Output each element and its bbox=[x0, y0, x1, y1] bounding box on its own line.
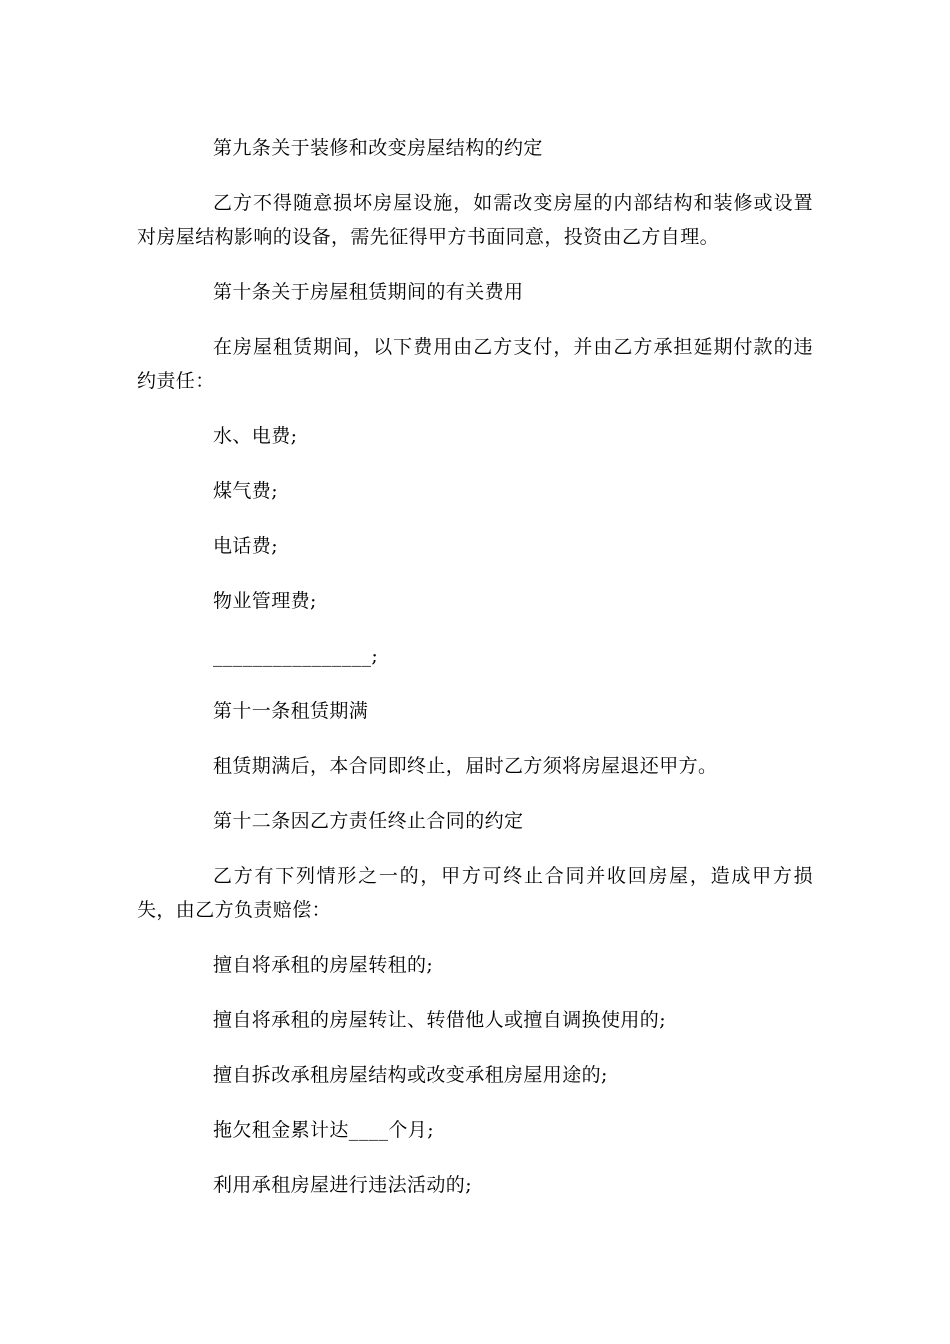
breach-item-illegal-activity: 利用承租房屋进行违法活动的; bbox=[213, 1174, 473, 1196]
fee-item-property-management: 物业管理费; bbox=[213, 590, 317, 612]
breach-item-transfer: 擅自将承租的房屋转让、转借他人或擅自调换使用的; bbox=[213, 1009, 667, 1031]
fee-item-gas: 煤气费; bbox=[213, 480, 279, 502]
article-11-heading: 第十一条租赁期满 bbox=[213, 700, 369, 722]
article-10-heading: 第十条关于房屋租赁期间的有关费用 bbox=[213, 281, 524, 303]
article-9-body: 乙方不得随意损坏房屋设施，如需改变房屋的内部结构和装修或设置对房屋结构影响的设备，需先征得甲方书面同意，投资由乙方自理。 bbox=[137, 192, 813, 248]
fee-item-telephone: 电话费; bbox=[213, 535, 279, 557]
article-9-heading: 第九条关于装修和改变房屋结构的约定 bbox=[213, 137, 543, 159]
article-10-body: 在房屋租赁期间，以下费用由乙方支付，并由乙方承担延期付款的违约责任： bbox=[137, 336, 813, 392]
article-11-body: 租赁期满后，本合同即终止，届时乙方须将房屋退还甲方。 bbox=[213, 755, 718, 777]
article-12-heading: 第十二条因乙方责任终止合同的约定 bbox=[213, 810, 524, 832]
fee-item-blank: ________________; bbox=[213, 645, 379, 667]
breach-item-rent-arrears: 拖欠租金累计达____个月; bbox=[213, 1119, 435, 1141]
article-12-body: 乙方有下列情形之一的，甲方可终止合同并收回房屋，造成甲方损失，由乙方负责赔偿： bbox=[137, 865, 813, 921]
breach-item-sublet: 擅自将承租的房屋转租的; bbox=[213, 954, 434, 976]
breach-item-alteration: 擅自拆改承租房屋结构或改变承租房屋用途的; bbox=[213, 1064, 608, 1086]
fee-item-water-electricity: 水、电费; bbox=[213, 425, 298, 447]
